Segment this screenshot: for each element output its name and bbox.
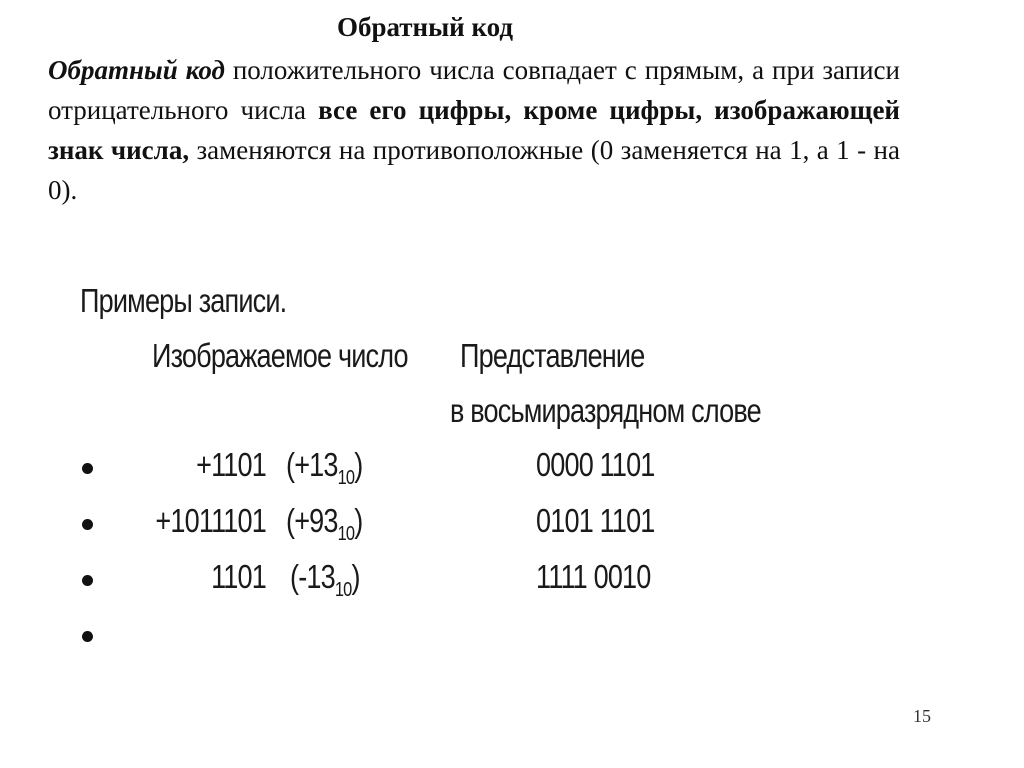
example-row	[0, 446, 1024, 490]
para-bold: все его цифры, кроме цифры, изображающей знак числа,	[48, 95, 900, 165]
decimal-value: $(+93_{10})$	[286, 502, 363, 545]
example-row	[0, 614, 1024, 658]
examples-title: Примеры записи.	[80, 282, 287, 319]
bullet-icon	[82, 463, 93, 474]
representation-value: 0101 1101	[536, 502, 655, 539]
para-text-2: заменяются на противоположные (0 заменяется на 1, а 1 - на 0).	[48, 135, 900, 205]
bullet-icon	[82, 631, 93, 642]
slide-title: Обратный код	[336, 12, 514, 42]
binary-value: +1101	[196, 446, 266, 483]
header-repr-line2: в восьмиразрядном слове	[450, 392, 761, 429]
page-number: 15	[913, 706, 931, 726]
bullet-icon	[82, 519, 93, 530]
header-number: Изображаемое число	[152, 337, 408, 374]
binary-value: 1101	[211, 558, 266, 595]
header-repr-line1: Представление	[460, 337, 645, 374]
binary-value: +1011101	[155, 502, 266, 539]
para-text-1: положительного числа совпадает с прямым, а при записи отрицательного числа	[48, 55, 900, 125]
example-row	[0, 558, 1024, 602]
example-row	[0, 502, 1024, 546]
representation-value: 0000 1101	[536, 446, 655, 483]
bullet-icon	[82, 575, 93, 586]
representation-value: 1111 0010	[536, 558, 651, 595]
lead-term: Обратный код	[48, 55, 225, 85]
decimal-value: $(+13_{10})$	[286, 446, 363, 489]
decimal-value: $(-13_{10})$	[290, 558, 360, 601]
